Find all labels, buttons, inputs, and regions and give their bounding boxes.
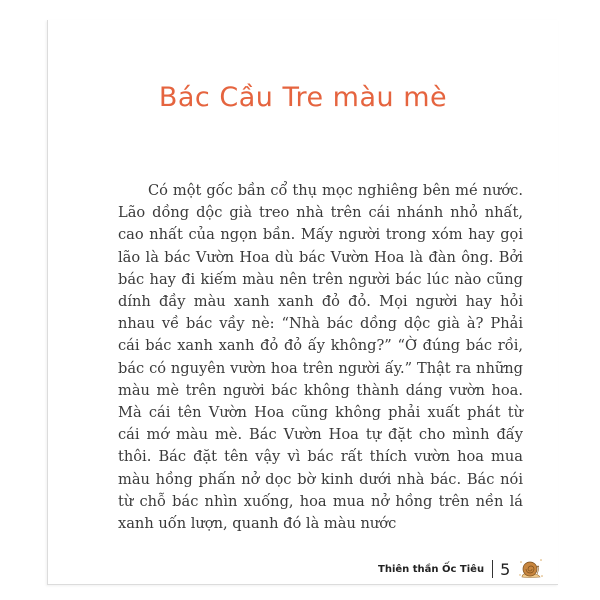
chapter-title: Bác Cầu Tre màu mè [158,82,448,113]
book-page [47,20,558,585]
footer-divider [492,560,493,578]
page-number: 5 [500,559,511,579]
body-paragraph: Có một gốc bần cổ thụ mọc nghiêng bên mé nước. Lão dồng dộc già treo nhà trên cái nhánh nhỏ nhất, cao nhất của ngọn bần. Mấy người trong xóm hay gọi lão là bác Vườn Hoa dù bác Vườn Hoa là đàn ông. Bởi bác hay đi kiếm màu nên trên người bác lúc nào cũng dính đầy màu xanh xanh đỏ đỏ. Mọi người hay hỏi nhau về bác vầy nè: “Nhà bác dồng dộc già à? Phải cái bác xanh xanh đỏ đỏ ấy không?” “Ờ đúng bác rồi, bác có nguyên vườn hoa trên người ấy.” Thật ra những màu mè trên người bác không thành dáng vườn hoa. Mà cái tên Vườn Hoa cũng không phải xuất phát từ cái mớ màu mè. Bác Vườn Hoa tự đặt cho mình đấy thôi. Bác đặt tên vậy vì bác rất thích vườn hoa mua màu hồng phấn nở dọc bờ kinh dưới nhà bác. Bác nói từ chỗ bác nhìn xuống, hoa mua nở hồng trên nền lá xanh uốn lượn, quanh đó là màu nước [118,182,523,533]
series-title: Thiên thần Ốc Tiêu [378,563,485,575]
page-footer [378,556,544,582]
snail-icon [518,556,544,582]
